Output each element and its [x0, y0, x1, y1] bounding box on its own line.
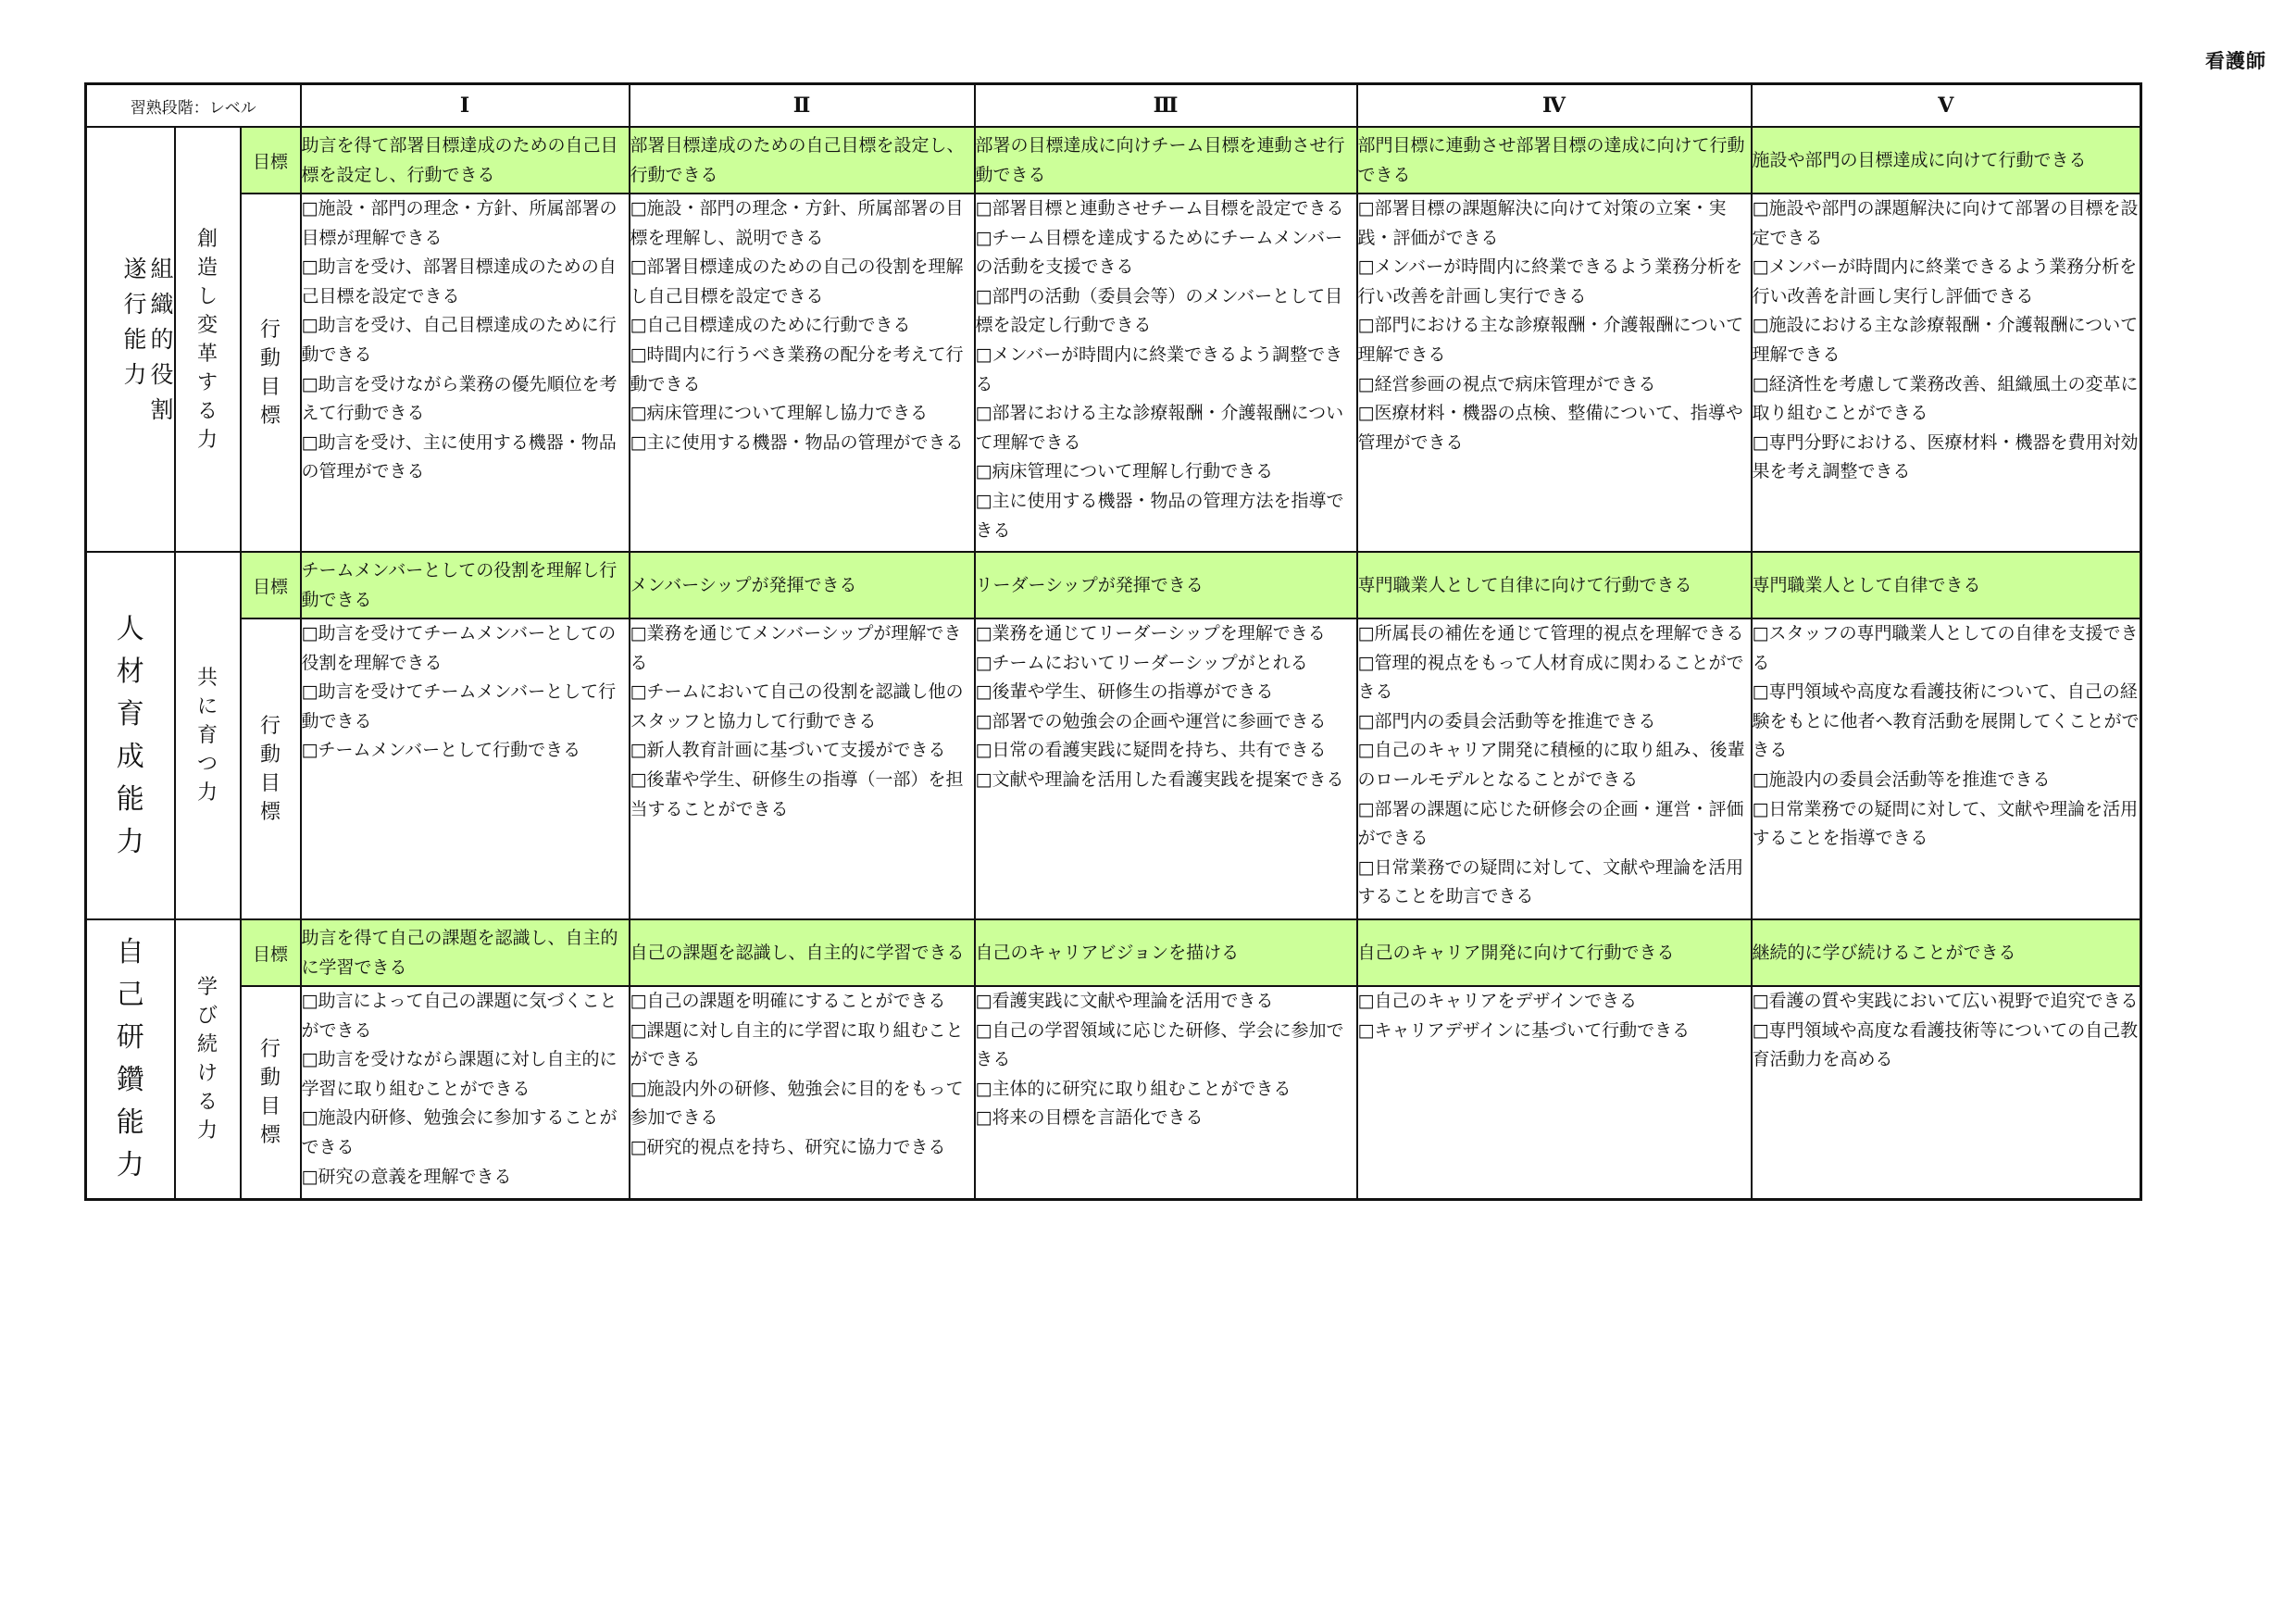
action-item: □病床管理について理解し協力できる [630, 403, 929, 424]
vertical-char: 材 [116, 655, 144, 688]
action-item: □メンバーが時間内に終業できるよう調整できる [975, 344, 1343, 394]
section-goal-row [86, 919, 2141, 986]
action-item: □自己目標達成のために行動できる [630, 315, 911, 336]
action-item: □専門分野における、医療材料・機器を費用対効果を考え調整できる [1752, 431, 2139, 482]
action-cell [975, 618, 1357, 919]
action-item: □キャリアデザインに基づいて行動できる [1357, 1019, 1691, 1041]
action-item: □助言を受け、主に使用する機器・物品の管理ができる [301, 431, 617, 482]
action-item: □助言を受けてチームメンバーとしての役割を理解できる [301, 623, 617, 673]
action-item: □看護実践に文献や理論を活用できる [975, 991, 1274, 1011]
action-cell [975, 986, 1357, 1199]
vertical-char: 造 [196, 256, 218, 280]
action-item: □部門内の委員会活動等を推進できる [1357, 710, 1656, 731]
subcategory-cell [175, 127, 241, 552]
vertical-char: 人 [116, 612, 144, 645]
vertical-char: 遂 [123, 255, 147, 282]
action-item: □医療材料・機器の点検、整備について、指導や管理ができる [1357, 403, 1743, 453]
action-cell [630, 618, 975, 919]
goal-cell: 助言を得て部署目標達成のための自己目標を設定し、行動できる [301, 127, 630, 194]
action-item: □自己の学習領域に応じた研修、学会に参加できる [975, 1019, 1344, 1070]
goal-cell: 部署目標達成のための自己目標を設定し、行動できる [630, 127, 975, 194]
vertical-char: 標 [260, 800, 281, 824]
section-action-row [86, 618, 2141, 919]
action-item: □後輩や学生、研修生の指導ができる [975, 681, 1274, 703]
action-item: □部署における主な診療報酬・介護報酬について理解できる [975, 403, 1344, 453]
category-cell [86, 919, 175, 1199]
action-item: □助言を受け、自己目標達成のために行動できる [301, 315, 617, 365]
action-item: □メンバーが時間内に終業できるよう業務分析を行い改善を計画し実行し評価できる [1752, 256, 2138, 306]
vertical-char: 鑽 [116, 1063, 144, 1096]
action-label [241, 618, 301, 919]
vertical-char: 行 [260, 714, 281, 738]
vertical-char: 続 [196, 1032, 218, 1056]
vertical-char: 能 [116, 1106, 144, 1139]
section-action-row [86, 986, 2141, 1199]
vertical-char: 組 [150, 255, 174, 282]
goal-cell: 自己のキャリア開発に向けて行動できる [1357, 919, 1752, 986]
vertical-char: 動 [260, 346, 281, 370]
vertical-char: 行 [260, 318, 281, 342]
action-item: □課題に対し自主的に学習に取り組むことができる [630, 1019, 964, 1070]
vertical-char: に [196, 695, 218, 718]
action-item: □自己のキャリア開発に積極的に取り組み、後輩のロールモデルとなることができる [1357, 740, 1745, 790]
goal-label: 目標 [241, 552, 301, 618]
vertical-char: 織 [150, 290, 174, 318]
vertical-char: け [196, 1061, 218, 1085]
action-item: □研究的視点を持ち、研究に協力できる [630, 1136, 946, 1157]
section-goal-row [86, 552, 2141, 618]
vertical-char: 能 [116, 782, 144, 816]
vertical-char: 力 [116, 825, 144, 858]
action-item: □施設内の委員会活動等を推進できる [1752, 768, 2051, 790]
vertical-char: つ [196, 753, 218, 776]
action-item: □部署目標の課題解決に向けて対策の立案・実践・評価ができる [1357, 198, 1727, 248]
clinical-ladder-table [84, 82, 2142, 1201]
level-header: Ⅰ [301, 84, 630, 128]
vertical-char: 目 [260, 771, 281, 795]
action-cell [1357, 618, 1752, 919]
vertical-char: し [196, 284, 218, 308]
level-header: Ⅴ [1752, 84, 2141, 128]
action-item: □時間内に行うべき業務の配分を考えて行動できる [630, 344, 964, 394]
vertical-char: 動 [260, 1066, 281, 1090]
goal-cell: 施設や部門の目標達成に向けて行動できる [1752, 127, 2141, 194]
vertical-char: す [196, 370, 218, 394]
action-item: □部署目標と連動させチーム目標を設定できる [975, 198, 1344, 219]
vertical-char: 成 [116, 740, 144, 773]
action-item: □部署の課題に応じた研修会の企画・運営・評価ができる [1357, 798, 1744, 849]
action-cell [301, 986, 630, 1199]
action-item: □施設・部門の理念・方針、所属部署の目標を理解し、説明できる [630, 198, 964, 248]
action-item: □日常業務での疑問に対して、文献や理論を活用することを助言できる [1357, 856, 1744, 907]
goal-cell: 自己のキャリアビジョンを描ける [975, 919, 1357, 986]
action-item: □チームメンバーとして行動できる [301, 740, 581, 761]
action-item: □助言を受け、部署目標達成のための自己目標を設定できる [301, 256, 617, 306]
action-item: □専門領域や高度な看護技術について、自己の経験をもとに他者へ教育活動を展開してくことができる [1752, 681, 2140, 761]
vertical-char: 的 [150, 325, 174, 353]
action-item: □自己のキャリアをデザインできる [1357, 991, 1638, 1011]
vertical-char: 共 [196, 667, 218, 690]
vertical-char: 割 [150, 395, 174, 423]
section-goal-row [86, 127, 2141, 194]
action-cell [630, 194, 975, 552]
action-item: □部署での勉強会の企画や運営に参画できる [975, 710, 1327, 731]
action-item: □自己の課題を明確にすることができる [630, 991, 946, 1011]
action-item: □将来の目標を言語化できる [975, 1107, 1204, 1129]
action-item: □管理的視点をもって人材育成に関わることができる [1357, 652, 1744, 703]
vertical-char: 役 [150, 360, 174, 388]
goal-cell: 自己の課題を認識し、自主的に学習できる [630, 919, 975, 986]
action-item: □文献や理論を活用した看護実践を提案できる [975, 768, 1344, 790]
action-item: □業務を通じてメンバーシップが理解できる [630, 623, 962, 673]
goal-cell: 部署の目標達成に向けチーム目標を連動させ行動できる [975, 127, 1357, 194]
subcategory-cell [175, 552, 241, 919]
action-item: □スタッフの専門職業人としての自律を支援できる [1752, 623, 2139, 673]
goal-cell: 助言を得て自己の課題を認識し、自主的に学習できる [301, 919, 630, 986]
vertical-char: 目 [260, 1094, 281, 1118]
category-cell [86, 127, 175, 552]
action-item: □助言を受けながら課題に対し自主的に学習に取り組むことができる [301, 1049, 618, 1099]
sections-body [86, 127, 2141, 1199]
action-item: □業務を通じてリーダーシップを理解できる [975, 623, 1326, 643]
vertical-char: 力 [116, 1148, 144, 1181]
level-header: Ⅳ [1357, 84, 1752, 128]
action-item: □専門領域や高度な看護技術等についての自己教育活動力を高める [1752, 1019, 2139, 1070]
level-header: Ⅱ [630, 84, 975, 128]
action-label [241, 194, 301, 552]
role-title: 看護師 [2205, 50, 2266, 72]
vertical-char: 力 [123, 360, 147, 388]
action-item: □新人教育計画に基づいて支援ができる [630, 740, 946, 761]
vertical-char: 行 [260, 1037, 281, 1061]
vertical-char: 変 [196, 313, 218, 337]
action-cell [1752, 618, 2141, 919]
action-item: □施設内外の研修、勉強会に目的をもって参加できる [630, 1078, 964, 1129]
action-item: □研究の意義を理解できる [301, 1166, 512, 1187]
action-item: □助言によって自己の課題に気づくことができる [301, 991, 618, 1041]
vertical-char: 学 [196, 975, 218, 999]
vertical-char: 動 [260, 743, 281, 767]
goal-cell: リーダーシップが発揮できる [975, 552, 1357, 618]
action-item: □施設内研修、勉強会に参加することができる [301, 1107, 618, 1157]
header-label: 習熟段階：レベル [86, 84, 301, 128]
vertical-char: 標 [260, 1123, 281, 1147]
vertical-char: 標 [260, 404, 281, 428]
action-item: □経営参画の視点で病床管理ができる [1357, 373, 1656, 394]
vertical-char: 行 [123, 290, 147, 318]
action-item: □看護の質や実践において広い視野で追究できる [1752, 991, 2139, 1011]
action-item: □部門の活動（委員会等）のメンバーとして目標を設定し行動できる [975, 285, 1343, 336]
action-item: □チームにおいてリーダーシップがとれる [975, 652, 1308, 673]
action-item: □施設・部門の理念・方針、所属部署の目標が理解できる [301, 198, 618, 248]
action-item: □経済性を考慮して業務改善、組織風土の変革に取り組むことができる [1752, 373, 2139, 424]
level-header: Ⅲ [975, 84, 1357, 128]
vertical-char: 育 [196, 724, 218, 747]
category-cell [86, 552, 175, 919]
action-item: □日常の看護実践に疑問を持ち、共有できる [975, 740, 1327, 761]
action-item: □チームにおいて自己の役割を認識し他のスタッフと協力して行動できる [630, 681, 964, 731]
action-item: □施設における主な診療報酬・介護報酬について理解できる [1752, 315, 2139, 365]
action-item: □施設や部門の課題解決に向けて部署の目標を設定できる [1752, 198, 2139, 248]
action-item: □主体的に研究に取り組むことができる [975, 1078, 1292, 1099]
vertical-char: 目 [260, 375, 281, 399]
goal-cell: チームメンバーとしての役割を理解し行動できる [301, 552, 630, 618]
action-item: □メンバーが時間内に終業できるよう業務分析を行い改善を計画し実行できる [1357, 256, 1743, 306]
action-item: □助言を受けながら業務の優先順位を考えて行動できる [301, 373, 618, 424]
vertical-char: る [196, 399, 218, 423]
action-cell [975, 194, 1357, 552]
action-item: □後輩や学生、研修生の指導（一部）を担当することができる [630, 768, 964, 819]
goal-cell: 専門職業人として自律できる [1752, 552, 2141, 618]
action-item: □部門における主な診療報酬・介護報酬について理解できる [1357, 315, 1744, 365]
goal-cell: 専門職業人として自律に向けて行動できる [1357, 552, 1752, 618]
action-cell [1752, 986, 2141, 1199]
vertical-char: 研 [116, 1020, 144, 1054]
vertical-char: 育 [116, 697, 144, 731]
action-cell [630, 986, 975, 1199]
action-item: □チーム目標を達成するためにチームメンバーの活動を支援できる [975, 227, 1343, 278]
action-cell [1357, 194, 1752, 552]
goal-cell: 部門目標に連動させ部署目標の達成に向けて行動できる [1357, 127, 1752, 194]
action-item: □助言を受けてチームメンバーとして行動できる [301, 681, 617, 731]
vertical-char: 力 [196, 1118, 218, 1143]
section-action-row [86, 194, 2141, 552]
action-item: □主に使用する機器・物品の管理方法を指導できる [975, 490, 1344, 541]
action-cell [301, 194, 630, 552]
goal-label: 目標 [241, 127, 301, 194]
vertical-char: 革 [196, 342, 218, 366]
goal-label: 目標 [241, 919, 301, 986]
vertical-char: る [196, 1090, 218, 1114]
action-item: □病床管理について理解し行動できる [975, 461, 1274, 482]
goal-cell: メンバーシップが発揮できる [630, 552, 975, 618]
vertical-char: び [196, 1004, 218, 1028]
header-row [86, 84, 2141, 128]
action-label [241, 986, 301, 1199]
vertical-char: 力 [196, 781, 218, 805]
subcategory-cell [175, 919, 241, 1199]
vertical-char: 創 [196, 227, 218, 251]
action-cell [301, 618, 630, 919]
vertical-char: 己 [116, 978, 144, 1011]
action-item: □所属長の補佐を通じて管理的視点を理解できる [1357, 623, 1744, 643]
action-cell [1357, 986, 1752, 1199]
action-cell [1752, 194, 2141, 552]
action-item: □主に使用する機器・物品の管理ができる [630, 431, 964, 453]
goal-cell: 継続的に学び続けることができる [1752, 919, 2141, 986]
vertical-char: 力 [196, 428, 218, 452]
vertical-char: 能 [123, 325, 147, 353]
vertical-char: 自 [116, 935, 144, 968]
action-item: □部署目標達成のための自己の役割を理解し自己目標を設定できる [630, 256, 964, 306]
action-item: □日常業務での疑問に対して、文献や理論を活用することを指導できる [1752, 798, 2139, 849]
